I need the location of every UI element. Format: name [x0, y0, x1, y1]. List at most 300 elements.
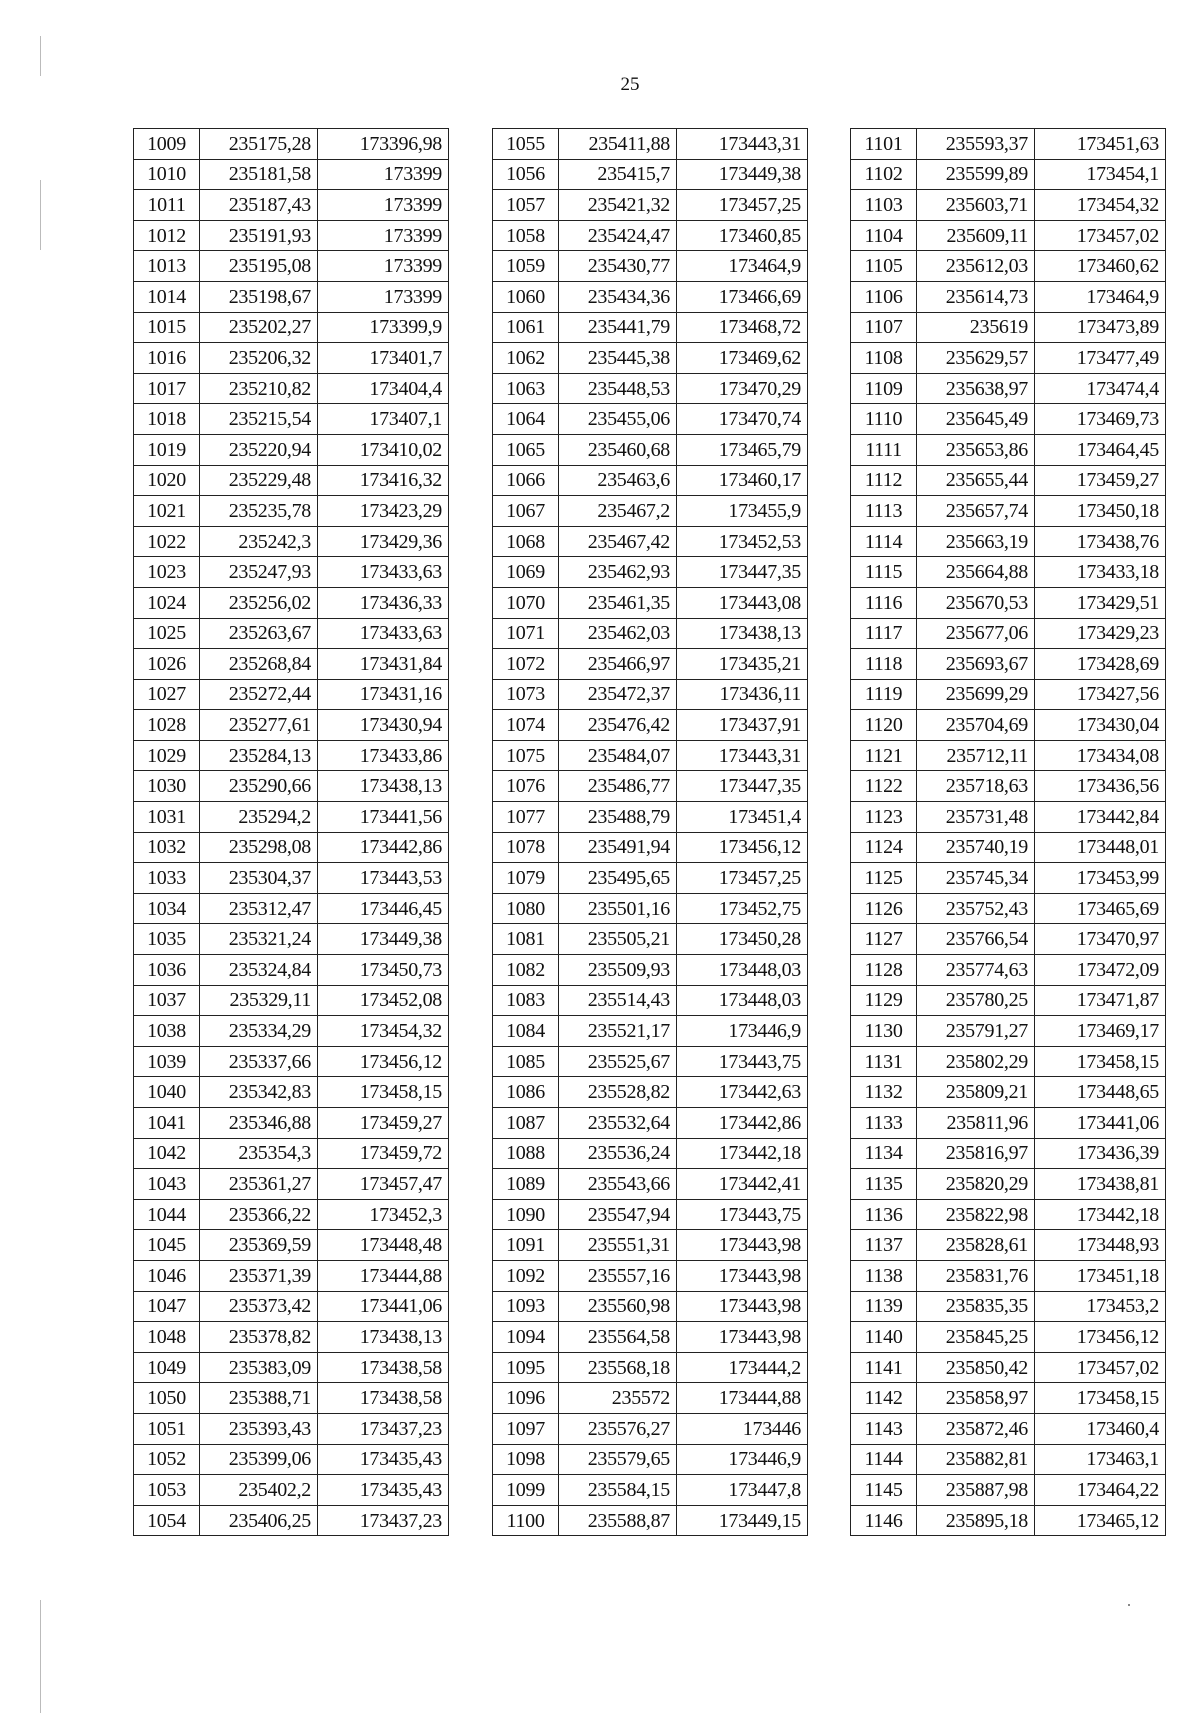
y-coordinate-cell: 173399,9	[318, 312, 449, 343]
table-row	[851, 1016, 1166, 1047]
point-number-cell: 1017	[134, 373, 200, 404]
table-row	[134, 985, 449, 1016]
y-coordinate-cell: 173448,48	[318, 1230, 449, 1261]
point-number-cell: 1049	[134, 1352, 200, 1383]
table-row	[134, 1108, 449, 1139]
y-coordinate-cell: 173404,4	[318, 373, 449, 404]
y-coordinate-cell: 173457,02	[1035, 1352, 1166, 1383]
point-number-cell: 1036	[134, 955, 200, 986]
x-coordinate-cell: 235312,47	[200, 893, 318, 924]
x-coordinate-cell: 235809,21	[917, 1077, 1035, 1108]
y-coordinate-cell: 173430,94	[318, 710, 449, 741]
point-number-cell: 1026	[134, 649, 200, 680]
table-row	[851, 281, 1166, 312]
point-number-cell: 1045	[134, 1230, 200, 1261]
x-coordinate-cell: 235845,25	[917, 1322, 1035, 1353]
table-row	[493, 893, 808, 924]
table-row	[851, 1199, 1166, 1230]
y-coordinate-cell: 173458,15	[318, 1077, 449, 1108]
point-number-cell: 1117	[851, 618, 917, 649]
y-coordinate-cell: 173442,18	[677, 1138, 808, 1169]
x-coordinate-cell: 235304,37	[200, 863, 318, 894]
y-coordinate-cell: 173457,25	[677, 190, 808, 221]
x-coordinate-cell: 235699,29	[917, 679, 1035, 710]
y-coordinate-cell: 173449,38	[677, 159, 808, 190]
y-coordinate-cell: 173399	[318, 220, 449, 251]
point-number-cell: 1097	[493, 1413, 559, 1444]
point-number-cell: 1034	[134, 893, 200, 924]
table-row	[851, 955, 1166, 986]
y-coordinate-cell: 173458,15	[1035, 1383, 1166, 1414]
x-coordinate-cell: 235619	[917, 312, 1035, 343]
point-number-cell: 1035	[134, 924, 200, 955]
x-coordinate-cell: 235657,74	[917, 496, 1035, 527]
table-row	[493, 710, 808, 741]
x-coordinate-cell: 235645,49	[917, 404, 1035, 435]
point-number-cell: 1037	[134, 985, 200, 1016]
y-coordinate-cell: 173443,75	[677, 1046, 808, 1077]
table-row	[493, 985, 808, 1016]
x-coordinate-cell: 235430,77	[559, 251, 677, 282]
point-number-cell: 1107	[851, 312, 917, 343]
x-coordinate-cell: 235284,13	[200, 740, 318, 771]
table-row	[493, 587, 808, 618]
y-coordinate-cell: 173466,69	[677, 281, 808, 312]
x-coordinate-cell: 235247,93	[200, 557, 318, 588]
y-coordinate-cell: 173442,63	[677, 1077, 808, 1108]
y-coordinate-cell: 173438,13	[318, 771, 449, 802]
point-number-cell: 1080	[493, 893, 559, 924]
point-number-cell: 1118	[851, 649, 917, 680]
table-row	[851, 1413, 1166, 1444]
point-number-cell: 1130	[851, 1016, 917, 1047]
x-coordinate-cell: 235198,67	[200, 281, 318, 312]
y-coordinate-cell: 173454,32	[318, 1016, 449, 1047]
y-coordinate-cell: 173436,39	[1035, 1138, 1166, 1169]
point-number-cell: 1143	[851, 1413, 917, 1444]
y-coordinate-cell: 173464,22	[1035, 1475, 1166, 1506]
x-coordinate-cell: 235663,19	[917, 526, 1035, 557]
table-row	[134, 771, 449, 802]
y-coordinate-cell: 173448,03	[677, 955, 808, 986]
table-row	[134, 1016, 449, 1047]
table-row	[851, 618, 1166, 649]
y-coordinate-cell: 173401,7	[318, 343, 449, 374]
x-coordinate-cell: 235215,54	[200, 404, 318, 435]
point-number-cell: 1084	[493, 1016, 559, 1047]
scan-speck	[1128, 1604, 1130, 1606]
left-margin-line	[40, 180, 41, 250]
y-coordinate-cell: 173459,27	[318, 1108, 449, 1139]
table-row	[851, 159, 1166, 190]
x-coordinate-cell: 235472,37	[559, 679, 677, 710]
table-row	[134, 618, 449, 649]
x-coordinate-cell: 235822,98	[917, 1199, 1035, 1230]
table-row	[134, 863, 449, 894]
table-row	[851, 1444, 1166, 1475]
point-number-cell: 1106	[851, 281, 917, 312]
x-coordinate-cell: 235509,93	[559, 955, 677, 986]
point-number-cell: 1119	[851, 679, 917, 710]
y-coordinate-cell: 173434,08	[1035, 740, 1166, 771]
x-coordinate-cell: 235242,3	[200, 526, 318, 557]
y-coordinate-cell: 173470,74	[677, 404, 808, 435]
table-row	[134, 1352, 449, 1383]
point-number-cell: 1087	[493, 1108, 559, 1139]
y-coordinate-cell: 173455,9	[677, 496, 808, 527]
y-coordinate-cell: 173438,58	[318, 1352, 449, 1383]
table-row	[493, 679, 808, 710]
y-coordinate-cell: 173474,4	[1035, 373, 1166, 404]
x-coordinate-cell: 235828,61	[917, 1230, 1035, 1261]
table-row	[493, 1291, 808, 1322]
table-row	[134, 1138, 449, 1169]
x-coordinate-cell: 235802,29	[917, 1046, 1035, 1077]
table-row	[493, 1413, 808, 1444]
table-row	[134, 1046, 449, 1077]
x-coordinate-cell: 235383,09	[200, 1352, 318, 1383]
table-row	[851, 587, 1166, 618]
y-coordinate-cell: 173449,38	[318, 924, 449, 955]
table-row	[134, 434, 449, 465]
point-number-cell: 1098	[493, 1444, 559, 1475]
y-coordinate-cell: 173437,23	[318, 1505, 449, 1536]
table-row	[851, 863, 1166, 894]
y-coordinate-cell: 173446,9	[677, 1016, 808, 1047]
table-row	[134, 1413, 449, 1444]
y-coordinate-cell: 173436,11	[677, 679, 808, 710]
y-coordinate-cell: 173443,75	[677, 1199, 808, 1230]
y-coordinate-cell: 173469,73	[1035, 404, 1166, 435]
table-row	[851, 985, 1166, 1016]
y-coordinate-cell: 173471,87	[1035, 985, 1166, 1016]
point-number-cell: 1068	[493, 526, 559, 557]
point-number-cell: 1062	[493, 343, 559, 374]
table-row	[851, 802, 1166, 833]
y-coordinate-cell: 173435,43	[318, 1444, 449, 1475]
x-coordinate-cell: 235371,39	[200, 1260, 318, 1291]
table-row	[134, 710, 449, 741]
y-coordinate-cell: 173441,06	[318, 1291, 449, 1322]
x-coordinate-cell: 235593,37	[917, 129, 1035, 160]
point-number-cell: 1077	[493, 802, 559, 833]
point-number-cell: 1104	[851, 220, 917, 251]
x-coordinate-cell: 235488,79	[559, 802, 677, 833]
y-coordinate-cell: 173460,85	[677, 220, 808, 251]
y-coordinate-cell: 173452,08	[318, 985, 449, 1016]
point-number-cell: 1109	[851, 373, 917, 404]
x-coordinate-cell: 235195,08	[200, 251, 318, 282]
table-row	[493, 1108, 808, 1139]
x-coordinate-cell: 235441,79	[559, 312, 677, 343]
table-row	[851, 1322, 1166, 1353]
table-row	[134, 679, 449, 710]
point-number-cell: 1136	[851, 1199, 917, 1230]
y-coordinate-cell: 173399	[318, 251, 449, 282]
point-number-cell: 1114	[851, 526, 917, 557]
point-number-cell: 1066	[493, 465, 559, 496]
table-row	[851, 771, 1166, 802]
x-coordinate-cell: 235476,42	[559, 710, 677, 741]
point-number-cell: 1016	[134, 343, 200, 374]
x-coordinate-cell: 235780,25	[917, 985, 1035, 1016]
table-row	[134, 1230, 449, 1261]
x-coordinate-cell: 235462,03	[559, 618, 677, 649]
y-coordinate-cell: 173464,9	[677, 251, 808, 282]
table-row	[493, 1352, 808, 1383]
table-row	[134, 343, 449, 374]
point-number-cell: 1113	[851, 496, 917, 527]
point-number-cell: 1139	[851, 1291, 917, 1322]
y-coordinate-cell: 173407,1	[318, 404, 449, 435]
table-row	[134, 832, 449, 863]
x-coordinate-cell: 235181,58	[200, 159, 318, 190]
x-coordinate-cell: 235421,32	[559, 190, 677, 221]
x-coordinate-cell: 235820,29	[917, 1169, 1035, 1200]
table-row	[134, 1199, 449, 1230]
point-number-cell: 1019	[134, 434, 200, 465]
y-coordinate-cell: 173477,49	[1035, 343, 1166, 374]
table-row	[493, 1475, 808, 1506]
table-row	[134, 281, 449, 312]
point-number-cell: 1090	[493, 1199, 559, 1230]
table-row	[134, 740, 449, 771]
point-number-cell: 1009	[134, 129, 200, 160]
point-number-cell: 1129	[851, 985, 917, 1016]
point-number-cell: 1071	[493, 618, 559, 649]
y-coordinate-cell: 173433,86	[318, 740, 449, 771]
y-coordinate-cell: 173465,12	[1035, 1505, 1166, 1536]
x-coordinate-cell: 235576,27	[559, 1413, 677, 1444]
x-coordinate-cell: 235603,71	[917, 190, 1035, 221]
point-number-cell: 1028	[134, 710, 200, 741]
x-coordinate-cell: 235745,34	[917, 863, 1035, 894]
point-number-cell: 1011	[134, 190, 200, 221]
x-coordinate-cell: 235677,06	[917, 618, 1035, 649]
table-row	[851, 343, 1166, 374]
point-number-cell: 1053	[134, 1475, 200, 1506]
table-row	[493, 281, 808, 312]
y-coordinate-cell: 173447,8	[677, 1475, 808, 1506]
x-coordinate-cell: 235210,82	[200, 373, 318, 404]
y-coordinate-cell: 173470,29	[677, 373, 808, 404]
x-coordinate-cell: 235564,58	[559, 1322, 677, 1353]
table-row	[851, 924, 1166, 955]
point-number-cell: 1076	[493, 771, 559, 802]
x-coordinate-cell: 235361,27	[200, 1169, 318, 1200]
y-coordinate-cell: 173442,41	[677, 1169, 808, 1200]
point-number-cell: 1101	[851, 129, 917, 160]
point-number-cell: 1096	[493, 1383, 559, 1414]
point-number-cell: 1091	[493, 1230, 559, 1261]
x-coordinate-cell: 235402,2	[200, 1475, 318, 1506]
x-coordinate-cell: 235411,88	[559, 129, 677, 160]
point-number-cell: 1124	[851, 832, 917, 863]
x-coordinate-cell: 235791,27	[917, 1016, 1035, 1047]
x-coordinate-cell: 235220,94	[200, 434, 318, 465]
table-row	[493, 1260, 808, 1291]
y-coordinate-cell: 173427,56	[1035, 679, 1166, 710]
table-row	[851, 434, 1166, 465]
point-number-cell: 1127	[851, 924, 917, 955]
table-row	[493, 251, 808, 282]
point-number-cell: 1141	[851, 1352, 917, 1383]
y-coordinate-cell: 173460,17	[677, 465, 808, 496]
y-coordinate-cell: 173465,79	[677, 434, 808, 465]
y-coordinate-cell: 173433,18	[1035, 557, 1166, 588]
y-coordinate-cell: 173443,98	[677, 1230, 808, 1261]
y-coordinate-cell: 173444,88	[677, 1383, 808, 1414]
y-coordinate-cell: 173428,69	[1035, 649, 1166, 680]
table-row	[493, 1505, 808, 1536]
x-coordinate-cell: 235655,44	[917, 465, 1035, 496]
x-coordinate-cell: 235484,07	[559, 740, 677, 771]
x-coordinate-cell: 235816,97	[917, 1138, 1035, 1169]
x-coordinate-cell: 235187,43	[200, 190, 318, 221]
y-coordinate-cell: 173435,21	[677, 649, 808, 680]
y-coordinate-cell: 173437,91	[677, 710, 808, 741]
point-number-cell: 1121	[851, 740, 917, 771]
point-number-cell: 1134	[851, 1138, 917, 1169]
x-coordinate-cell: 235277,61	[200, 710, 318, 741]
y-coordinate-cell: 173451,18	[1035, 1260, 1166, 1291]
point-number-cell: 1058	[493, 220, 559, 251]
point-number-cell: 1065	[493, 434, 559, 465]
table-row	[851, 1352, 1166, 1383]
y-coordinate-cell: 173469,62	[677, 343, 808, 374]
y-coordinate-cell: 173459,72	[318, 1138, 449, 1169]
x-coordinate-cell: 235752,43	[917, 893, 1035, 924]
y-coordinate-cell: 173446	[677, 1413, 808, 1444]
y-coordinate-cell: 173441,06	[1035, 1108, 1166, 1139]
point-number-cell: 1131	[851, 1046, 917, 1077]
y-coordinate-cell: 173457,25	[677, 863, 808, 894]
table-row	[851, 1291, 1166, 1322]
point-number-cell: 1018	[134, 404, 200, 435]
table-row	[851, 373, 1166, 404]
point-number-cell: 1144	[851, 1444, 917, 1475]
point-number-cell: 1146	[851, 1505, 917, 1536]
table-row	[134, 649, 449, 680]
point-number-cell: 1030	[134, 771, 200, 802]
point-number-cell: 1073	[493, 679, 559, 710]
table-row	[134, 1505, 449, 1536]
y-coordinate-cell: 173443,31	[677, 740, 808, 771]
table-row	[851, 190, 1166, 221]
x-coordinate-cell: 235462,93	[559, 557, 677, 588]
table-row	[134, 1322, 449, 1353]
y-coordinate-cell: 173442,84	[1035, 802, 1166, 833]
table-row	[493, 924, 808, 955]
y-coordinate-cell: 173442,18	[1035, 1199, 1166, 1230]
point-number-cell: 1067	[493, 496, 559, 527]
point-number-cell: 1014	[134, 281, 200, 312]
table-row	[493, 159, 808, 190]
table-row	[851, 649, 1166, 680]
table-row	[851, 679, 1166, 710]
x-coordinate-cell: 235466,97	[559, 649, 677, 680]
point-number-cell: 1052	[134, 1444, 200, 1475]
point-number-cell: 1125	[851, 863, 917, 894]
point-number-cell: 1123	[851, 802, 917, 833]
x-coordinate-cell: 235560,98	[559, 1291, 677, 1322]
table-row	[493, 618, 808, 649]
point-number-cell: 1069	[493, 557, 559, 588]
y-coordinate-cell: 173458,15	[1035, 1046, 1166, 1077]
x-coordinate-cell: 235342,83	[200, 1077, 318, 1108]
x-coordinate-cell: 235373,42	[200, 1291, 318, 1322]
table-row	[493, 802, 808, 833]
point-number-cell: 1038	[134, 1016, 200, 1047]
table-row	[134, 587, 449, 618]
table-row	[134, 159, 449, 190]
table-row	[493, 465, 808, 496]
x-coordinate-cell: 235460,68	[559, 434, 677, 465]
table-row	[493, 404, 808, 435]
x-coordinate-cell: 235434,36	[559, 281, 677, 312]
table-row	[134, 312, 449, 343]
y-coordinate-cell: 173447,35	[677, 557, 808, 588]
point-number-cell: 1095	[493, 1352, 559, 1383]
point-number-cell: 1132	[851, 1077, 917, 1108]
y-coordinate-cell: 173453,99	[1035, 863, 1166, 894]
y-coordinate-cell: 173465,69	[1035, 893, 1166, 924]
y-coordinate-cell: 173472,09	[1035, 955, 1166, 986]
table-row	[134, 526, 449, 557]
table-row	[493, 1169, 808, 1200]
table-row	[851, 129, 1166, 160]
x-coordinate-cell: 235206,32	[200, 343, 318, 374]
y-coordinate-cell: 173430,04	[1035, 710, 1166, 741]
y-coordinate-cell: 173457,47	[318, 1169, 449, 1200]
table-row	[134, 373, 449, 404]
x-coordinate-cell: 235415,7	[559, 159, 677, 190]
y-coordinate-cell: 173448,03	[677, 985, 808, 1016]
y-coordinate-cell: 173429,36	[318, 526, 449, 557]
point-number-cell: 1081	[493, 924, 559, 955]
table-row	[493, 1138, 808, 1169]
point-number-cell: 1078	[493, 832, 559, 863]
table-row	[134, 1169, 449, 1200]
x-coordinate-cell: 235334,29	[200, 1016, 318, 1047]
y-coordinate-cell: 173436,56	[1035, 771, 1166, 802]
y-coordinate-cell: 173454,32	[1035, 190, 1166, 221]
x-coordinate-cell: 235175,28	[200, 129, 318, 160]
y-coordinate-cell: 173410,02	[318, 434, 449, 465]
table-row	[851, 1169, 1166, 1200]
table-row	[851, 893, 1166, 924]
x-coordinate-cell: 235532,64	[559, 1108, 677, 1139]
y-coordinate-cell: 173433,63	[318, 618, 449, 649]
x-coordinate-cell: 235337,66	[200, 1046, 318, 1077]
x-coordinate-cell: 235268,84	[200, 649, 318, 680]
point-number-cell: 1126	[851, 893, 917, 924]
point-number-cell: 1133	[851, 1108, 917, 1139]
x-coordinate-cell: 235850,42	[917, 1352, 1035, 1383]
table-row	[493, 955, 808, 986]
y-coordinate-cell: 173443,98	[677, 1322, 808, 1353]
point-number-cell: 1138	[851, 1260, 917, 1291]
point-number-cell: 1010	[134, 159, 200, 190]
point-number-cell: 1042	[134, 1138, 200, 1169]
point-number-cell: 1089	[493, 1169, 559, 1200]
table-row	[493, 496, 808, 527]
x-coordinate-cell: 235774,63	[917, 955, 1035, 986]
table-row	[493, 373, 808, 404]
table-row	[851, 1230, 1166, 1261]
point-number-cell: 1112	[851, 465, 917, 496]
table-row	[493, 557, 808, 588]
